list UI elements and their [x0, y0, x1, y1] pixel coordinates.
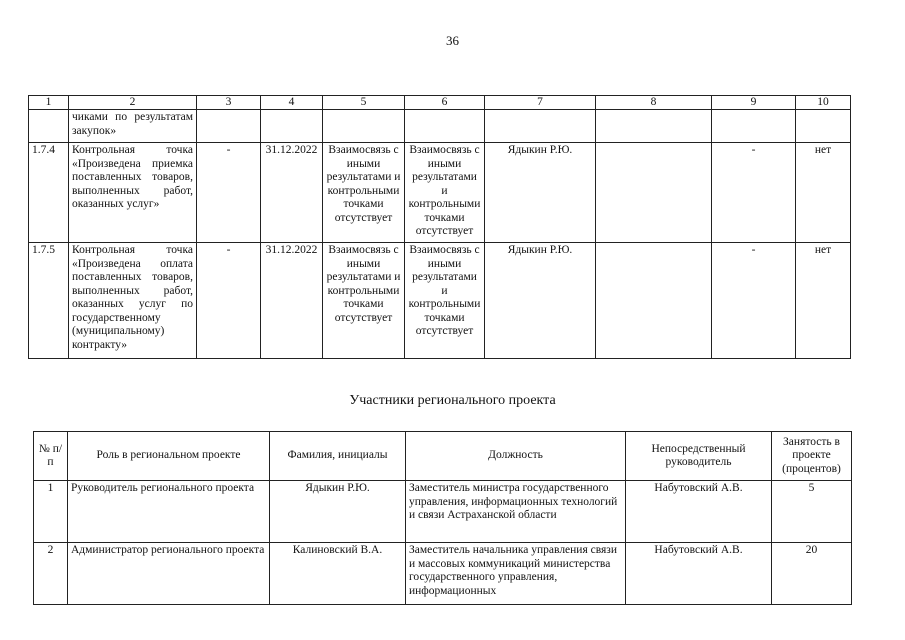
- table-row: [34, 543, 852, 605]
- responsible-person: Ядыкин Р.Ю.: [485, 143, 596, 243]
- results-header-cell: 5: [323, 96, 405, 110]
- participant-name: Калиновский В.А.: [270, 543, 406, 605]
- results-continuation-row: [29, 110, 851, 143]
- col8-value: [596, 143, 712, 243]
- row-number: 1.7.4: [29, 143, 69, 243]
- results-header-cell: 2: [69, 96, 197, 110]
- col8-value: [596, 243, 712, 359]
- table-row: [34, 481, 852, 543]
- section-title: Участники регионального проекта: [349, 393, 556, 408]
- col9-value: -: [712, 143, 796, 243]
- results-header-cell: 7: [485, 96, 596, 110]
- header-position: Должность: [406, 432, 626, 481]
- checkpoint-name: Контрольная точка «Произведена оплата поставленных товаров, выполненных работ, оказанных услуг по государственному (муниципальному) контракту»: [69, 243, 197, 359]
- results-header-cell: 4: [261, 96, 323, 110]
- participant-role: Администратор регионального проекта: [68, 543, 270, 605]
- participant-number: 2: [34, 543, 68, 605]
- col3-value: -: [197, 143, 261, 243]
- row-number: 1.7.5: [29, 243, 69, 359]
- header-role: Роль в региональном проекте: [68, 432, 270, 481]
- header-manager: Непосредственный руководитель: [626, 432, 772, 481]
- checkpoint-name: Контрольная точка «Произведена приемка поставленных товаров, выполненных работ, оказанных услуг»: [69, 143, 197, 243]
- participant-employment: 20: [772, 543, 852, 605]
- col10-value: нет: [796, 143, 851, 243]
- relation-text: Взаимосвязь с иными результатами и контрольными точками отсутствует: [405, 243, 485, 359]
- header-num: № п/п: [34, 432, 68, 481]
- participant-name: Ядыкин Р.Ю.: [270, 481, 406, 543]
- header-name: Фамилия, инициалы: [270, 432, 406, 481]
- participants-header-row: [34, 432, 852, 481]
- participant-position: Заместитель начальника управления связи и массовых коммуникаций министерства государственного управления, информационных: [406, 543, 626, 605]
- relation-text: Взаимосвязь с иными результатами и контрольными точками отсутствует: [323, 143, 405, 243]
- responsible-person: Ядыкин Р.Ю.: [485, 243, 596, 359]
- deadline-date: 31.12.2022: [261, 143, 323, 243]
- continuation-text: чиками по результатам закупок»: [69, 110, 197, 143]
- participants-table: [33, 431, 852, 605]
- participant-position: Заместитель министра государственного управления, информационных технологий и связи Астраханской области: [406, 481, 626, 543]
- deadline-date: 31.12.2022: [261, 243, 323, 359]
- relation-text: Взаимосвязь с иными результатами и контрольными точками отсутствует: [323, 243, 405, 359]
- results-header-cell: 1: [29, 96, 69, 110]
- participant-manager: Набутовский А.В.: [626, 481, 772, 543]
- results-header-cell: 9: [712, 96, 796, 110]
- results-header-cell: 10: [796, 96, 851, 110]
- table-row: [29, 143, 851, 243]
- col3-value: -: [197, 243, 261, 359]
- col10-value: нет: [796, 243, 851, 359]
- results-header-row: [29, 96, 851, 110]
- header-employment: Занятость в проекте (процентов): [772, 432, 852, 481]
- participant-manager: Набутовский А.В.: [626, 543, 772, 605]
- participant-role: Руководитель регионального проекта: [68, 481, 270, 543]
- results-header-cell: 6: [405, 96, 485, 110]
- results-table: [28, 95, 851, 359]
- page-number: 36: [446, 33, 459, 48]
- results-header-cell: 3: [197, 96, 261, 110]
- table-row: [29, 243, 851, 359]
- participant-employment: 5: [772, 481, 852, 543]
- col9-value: -: [712, 243, 796, 359]
- relation-text: Взаимосвязь с иными результатами и контрольными точками отсутствует: [405, 143, 485, 243]
- results-header-cell: 8: [596, 96, 712, 110]
- participant-number: 1: [34, 481, 68, 543]
